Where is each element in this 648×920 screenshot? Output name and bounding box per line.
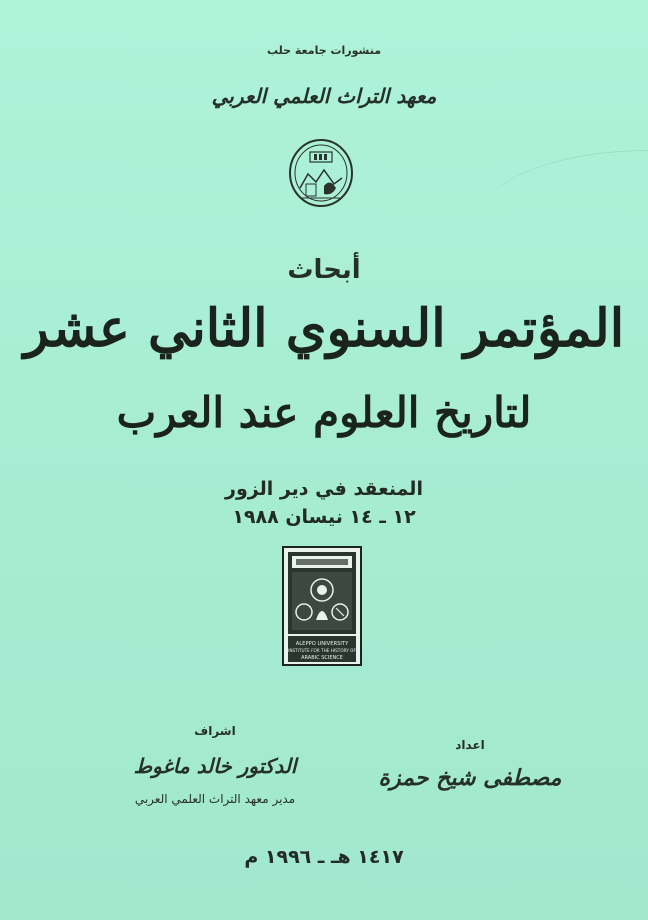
conference-venue: المنعقد في دير الزور: [225, 478, 423, 500]
university-seal-icon: [288, 138, 354, 208]
preparation-block: [370, 738, 570, 791]
publisher-series: منشورات جامعة حلب: [266, 44, 382, 57]
supervision-label: اشراف: [194, 724, 236, 738]
emblem-caption-line-1: ALEPPO UNIVERSITY: [295, 641, 349, 647]
institute-emblem-icon: [282, 546, 362, 666]
supervision-block: [100, 724, 330, 806]
emblem-caption-line-2: INSTITUTE FOR THE HISTORY OF: [288, 648, 356, 653]
preparer-name: مصطفى شيخ حمزة: [378, 766, 562, 791]
title-kicker: أبحاث: [287, 255, 361, 285]
conference-dates: ١٢ ـ ١٤ نيسان ١٩٨٨: [232, 506, 416, 528]
main-title: المؤتمر السنوي الثاني عشر: [23, 298, 625, 359]
publication-date: ١٤١٧ هـ ـ ١٩٩٦ م: [244, 846, 404, 868]
preparation-label: اعداد: [455, 738, 485, 752]
supervisor-name: الدكتور خالد ماغوط: [133, 754, 297, 778]
publisher-institute: معهد التراث العلمي العربي: [211, 84, 437, 108]
subtitle: لتاريخ العلوم عند العرب: [116, 388, 532, 437]
supervisor-role: مدير معهد التراث العلمي العربي: [134, 792, 296, 806]
paper-fold-mark: [478, 150, 648, 221]
emblem-caption-line-3: ARABIC SCIENCE: [301, 655, 343, 661]
